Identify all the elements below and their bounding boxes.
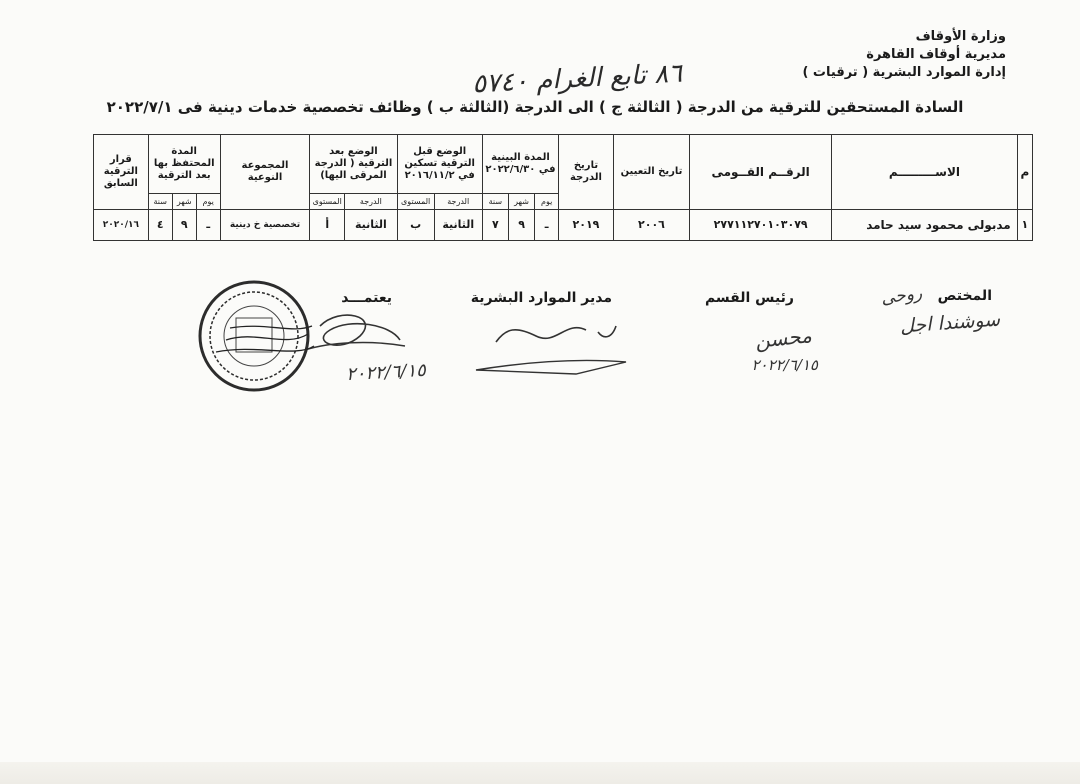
cell-interval-day: ـ [535,210,559,241]
cell-retained-day: ـ [196,210,220,241]
department-name: إدارة الموارد البشرية ( ترقيات ) [802,65,1006,80]
cell-after-grade: الثانية [345,210,397,241]
cell-before-level: ب [397,210,434,241]
cell-group: تخصصية خ دينية [220,210,310,241]
sub-day: يوم [535,194,559,210]
table-header-row [94,135,1033,194]
hr-manager-title: مدير الموارد البشرية [470,290,612,306]
ministry-name: وزارة الأوقاف [915,29,1006,44]
col-index: م [1017,135,1032,210]
official-stamp-icon [196,278,316,398]
col-name: الاســـــــــم [832,135,1018,210]
sub-year: سنة [148,194,172,210]
specialist-title: المختص [937,288,992,304]
cell-interval-month: ٩ [508,210,534,241]
specialist-scrawl-1: روحى [879,283,924,309]
col-retained: المدة المحتفظ بها بعد الترقية [148,135,220,194]
cell-retained-year: ٤ [148,210,172,241]
table-row [94,210,1033,241]
section-head-scrawl: محسن [754,323,814,353]
specialist-scrawl-2: سوشندا اجل [899,308,1001,338]
sub-month: شهر [508,194,534,210]
section-head-title: رئيس القسم [704,290,794,306]
section-head-date: ٢٠٢٢/٦/١٥ [751,356,818,374]
directorate-name: مديرية أوقاف القاهرة [866,47,1006,62]
col-before: الوضع قبل الترقية تسكين في ٢٠١٦/١١/٢ [397,135,482,194]
cell-national-id: ٢٧٧١١٢٧٠١٠٣٠٧٩ [690,210,832,241]
sub-grade: الدرجة [434,194,482,210]
col-grade-date: تاريخ الدرجة [559,135,614,210]
sub-grade: الدرجة [345,194,397,210]
cell-name: مدبولى محمود سيد حامد [832,210,1018,241]
sub-level: المستوى [310,194,345,210]
col-group: المجموعة النوعية [220,135,310,210]
letterhead [802,28,1006,82]
cell-before-grade: الثانية [434,210,482,241]
sub-year: سنة [482,194,508,210]
cell-prev-decision: ٢٠٢٠/١٦ [94,210,149,241]
col-prev-decision: قرار الترقية السابق [94,135,149,210]
cell-appointment-date: ٢٠٠٦ [613,210,689,241]
cell-retained-month: ٩ [172,210,196,241]
approve-date: ٢٠٢٢/٦/١٥ [345,359,427,386]
hr-manager-signature-icon [466,318,636,378]
handwritten-reference: ٨٦ تابع الغرام ٥٧٤٠ [471,58,683,100]
cell-grade-date: ٢٠١٩ [559,210,614,241]
sub-day: يوم [196,194,220,210]
cell-after-level: أ [310,210,345,241]
col-after: الوضع بعد الترقية ( الدرجة المرقى اليها) [310,135,397,194]
approval-signature-icon [300,306,410,366]
approve-title: يعتمـــد [341,290,392,306]
col-national-id: الرقــم القــومى [690,135,832,210]
sub-level: المستوى [397,194,434,210]
cell-index: ١ [1017,210,1032,241]
col-interval: المدة البينية في ٢٠٢٢/٦/٣٠ [482,135,558,194]
col-appointment-date: تاريخ التعيين [613,135,689,210]
promotion-table [93,134,1033,241]
document-title: السادة المستحقين للترقية من الدرجة ( الثالثة ج ) الى الدرجة (الثالثة ب ) وظائف تخصصية خدمات دينية فى ٢٠٢٢/٧/١ [106,98,964,116]
cell-interval-year: ٧ [482,210,508,241]
page-bottom-edge [0,762,1080,784]
sub-month: شهر [172,194,196,210]
